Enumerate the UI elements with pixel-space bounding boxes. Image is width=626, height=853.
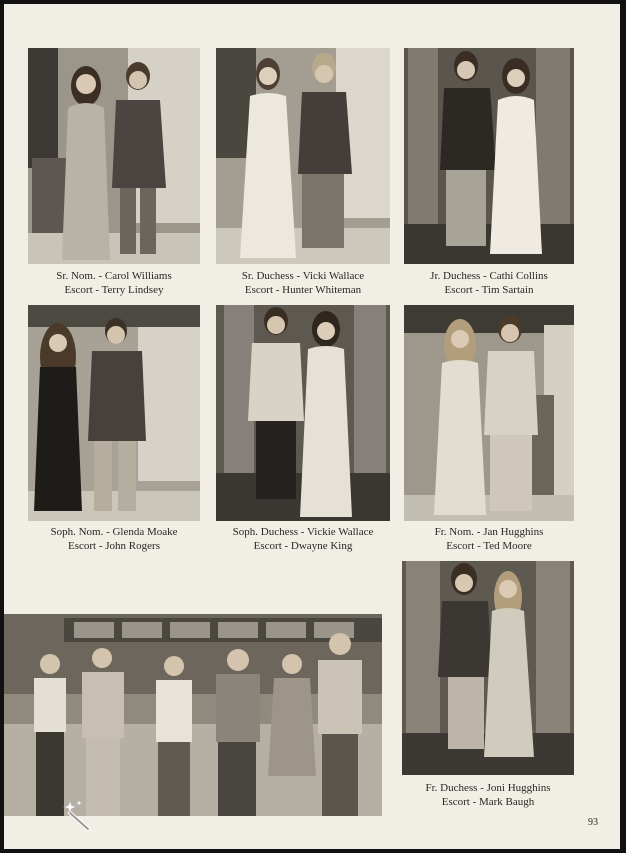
caption-fr-nominee <box>389 525 589 553</box>
photo-soph-duchess <box>216 305 390 521</box>
caption-escort: Escort - Tim Sartain <box>444 284 534 296</box>
photo-jr-duchess <box>404 48 574 264</box>
photo-fr-duchess <box>402 561 574 775</box>
caption-title: Jr. Duchess - Cathi Collins <box>430 270 548 282</box>
caption-escort: Escort - Mark Baugh <box>441 796 535 808</box>
page-number: 93 <box>588 817 598 828</box>
caption-escort: Escort - Dwayne King <box>253 540 353 552</box>
photo-sr-duchess <box>216 48 390 264</box>
caption-title: Soph. Duchess - Vickie Wallace <box>232 526 374 538</box>
caption-title: Sr. Nom. - Carol Williams <box>56 270 172 282</box>
caption-escort: Escort - Ted Moore <box>446 540 532 552</box>
yearbook-page <box>4 4 620 849</box>
caption-sr-nominee <box>14 269 214 297</box>
caption-sr-duchess <box>203 269 403 297</box>
caption-fr-duchess <box>388 781 588 809</box>
photo-soph-nominee <box>28 305 200 521</box>
caption-escort: Escort - John Rogers <box>68 540 160 552</box>
photo-fr-nominee <box>404 305 574 521</box>
caption-title: Soph. Nom. - Glenda Moake <box>50 526 178 538</box>
caption-soph-nominee <box>14 525 214 553</box>
caption-soph-duchess <box>203 525 403 553</box>
magic-wand-icon[interactable] <box>62 799 94 831</box>
caption-title: Fr. Nom. - Jan Hugghins <box>434 526 544 538</box>
caption-jr-duchess <box>389 269 589 297</box>
caption-escort: Escort - Hunter Whiteman <box>244 284 362 296</box>
caption-escort: Escort - Terry Lindsey <box>64 284 164 296</box>
caption-title: Fr. Duchess - Joni Hugghins <box>425 782 551 794</box>
caption-title: Sr. Duchess - Vicki Wallace <box>241 270 365 282</box>
group-photo <box>4 614 382 816</box>
photo-sr-nominee <box>28 48 200 264</box>
